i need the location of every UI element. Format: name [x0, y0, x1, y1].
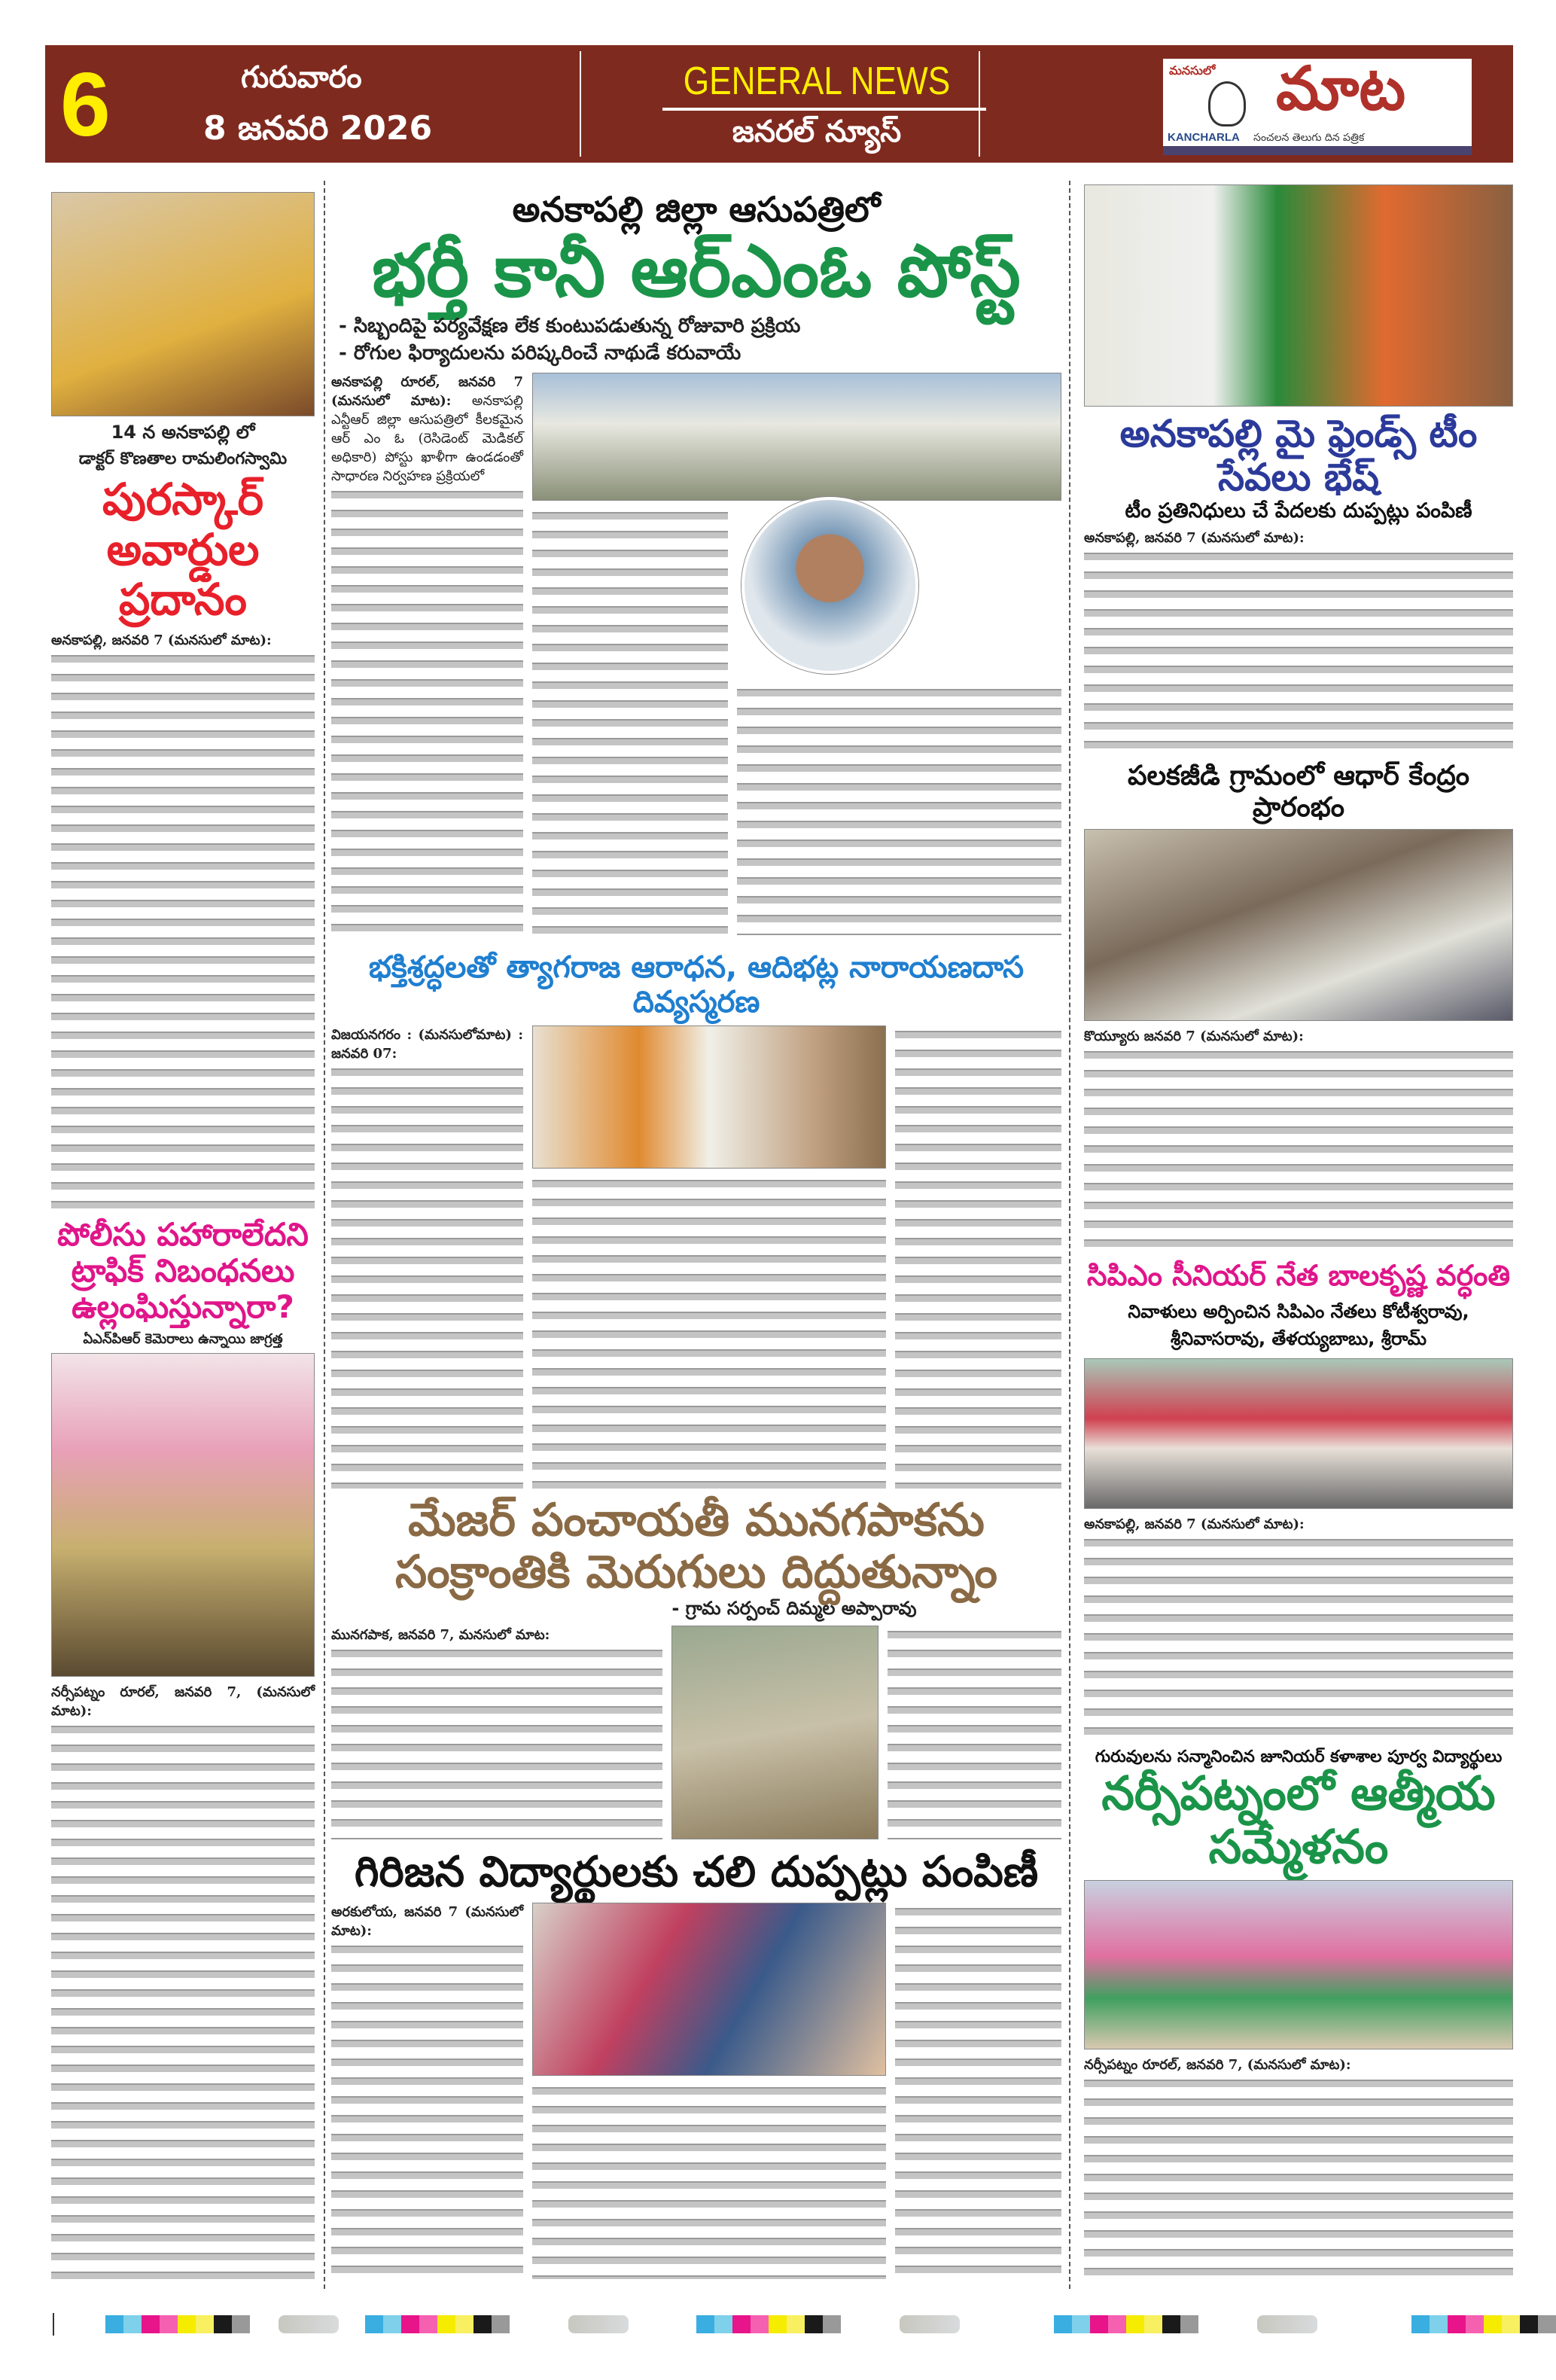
color-swatch [1430, 2315, 1448, 2333]
photo-blanket-distribution [532, 1903, 886, 2076]
aadhar-body-text [1084, 1046, 1513, 1253]
munagapaka-body-text [331, 1644, 662, 1839]
section-title-te: జనరల్ న్యూస్ [732, 114, 902, 149]
color-swatch [142, 2315, 160, 2333]
award-body-text [51, 650, 315, 1211]
rmo-bullet: - రోగుల ఫిర్యాదులను పరిష్కరించే నాథుడే కరువాయే [339, 342, 741, 365]
color-swatch [1054, 2315, 1072, 2333]
color-swatch [401, 2315, 419, 2333]
traffic-sub: ఏఎన్‌పిఆర్ కెమెరాలు ఉన్నాయి జాగ్రత్త [83, 1330, 283, 1347]
divider [662, 108, 986, 111]
color-swatch [1180, 2315, 1198, 2333]
photo-village-work [671, 1626, 878, 1839]
award-dateline: అనకాపల్లి, జనవరి 7 (మనసులో మాట): [51, 632, 272, 648]
color-swatch [1108, 2315, 1126, 2333]
traffic-body-text [51, 1720, 315, 2281]
photo-aadhar-centre [1084, 829, 1513, 1021]
photo-myfriends-team [1084, 184, 1513, 407]
column-divider [324, 181, 325, 2289]
award-headline: పురస్కార్ అవార్డుల ప్రదానం [102, 473, 264, 626]
myfriends-headline: అనకాపల్లి మై ఫ్రెండ్స్ టీం సేవలు భేష్ [1119, 412, 1478, 499]
photo-reunion-group [1084, 1880, 1513, 2049]
gray-swatch [1257, 2315, 1317, 2333]
color-swatch [769, 2315, 787, 2333]
color-swatch [365, 2315, 383, 2333]
color-swatch [105, 2315, 123, 2333]
color-swatch [383, 2315, 401, 2333]
rmo-body-text [532, 507, 728, 935]
photo-official-portrait [741, 497, 918, 674]
photo-cpm-tribute [1084, 1358, 1513, 1509]
color-swatch [419, 2315, 437, 2333]
color-swatch [1144, 2315, 1162, 2333]
munagapaka-article [331, 1495, 1061, 1839]
myfriends-dateline: అనకాపల్లి, జనవరి 7 (మనసులో మాట): [1084, 530, 1305, 547]
right-column [1084, 184, 1513, 2281]
award-kicker: 14 న అనకాపల్లి లో [111, 422, 255, 443]
color-swatch [805, 2315, 823, 2333]
photo-traffic-police [51, 1353, 315, 1677]
color-swatch [751, 2315, 769, 2333]
myfriends-sub: టీం ప్రతినిధులు చే పేదలకు దుప్పట్లు పంపిణీ [1125, 499, 1472, 523]
color-swatch [823, 2315, 841, 2333]
reunion-kicker: గురువులను సన్మానించిన జూనియర్ కళాశాల పూర్వ విద్యార్థులు [1095, 1747, 1503, 1766]
rmo-dateline: అనకాపల్లి రూరల్, జనవరి 7 (మనసులో మాట): [331, 374, 523, 410]
color-swatch [437, 2315, 455, 2333]
cpm-sub: నివాళులు అర్పించిన సిపిఎం నేతలు కోటీశ్వరావు, శ్రీనివాసరావు, తేళయ్యబాబు, శ్రీరామ్ [1128, 1301, 1469, 1350]
tyagaraja-article [331, 950, 1061, 1489]
divider [979, 51, 980, 157]
gray-swatch [279, 2315, 339, 2333]
gray-swatch [568, 2315, 629, 2333]
award-kicker: డాక్టర్ కొణతాల రామలింగస్వామి [78, 449, 288, 468]
section-title-en: GENERAL NEWS [683, 59, 951, 103]
rmo-body-text [737, 684, 1061, 935]
tyagaraja-body-text [895, 1025, 1061, 1489]
color-swatch [473, 2315, 492, 2333]
color-swatch [1126, 2315, 1144, 2333]
girijana-article [331, 1848, 1061, 2279]
munagapaka-headline: సంక్రాంతికి మెరుగులు దిద్దుతున్నాం [395, 1546, 997, 1598]
rmo-body-text [331, 486, 523, 935]
color-swatch [714, 2315, 732, 2333]
munagapaka-dateline: మునగపాక, జనవరి 7, మనసులో మాట: [331, 1626, 550, 1643]
color-swatch [178, 2315, 196, 2333]
column-divider [1069, 181, 1070, 2289]
traffic-headline: పోలీసు పహారాలేదని ట్రాఫిక్ నిబంధనలు ఉల్లంఘిస్తున్నారా? [57, 1215, 309, 1326]
myfriends-body-text [1084, 547, 1513, 754]
rmo-bullet: - సిబ్బందిపై పర్యవేక్షణ లేక కుంటుపడుతున్న రోజువారి ప్రక్రియ [339, 315, 801, 338]
color-swatch [1502, 2315, 1520, 2333]
gray-swatch [900, 2315, 960, 2333]
color-swatch [732, 2315, 751, 2333]
aadhar-dateline: కొయ్యూరు జనవరి 7 (మనసులో మాట): [1084, 1028, 1304, 1045]
tyagaraja-dateline: విజయనగరం : (మనసులోమాట) : జనవరి 07: [331, 1027, 523, 1062]
rmo-kicker: అనకాపల్లి జిల్లా ఆసుపత్రిలో [512, 189, 881, 230]
registration-mark [53, 2313, 68, 2336]
page-number: 6 [60, 54, 111, 155]
photo-hospital [532, 373, 1061, 501]
color-swatch [1520, 2315, 1538, 2333]
color-swatch [696, 2315, 714, 2333]
newspaper-logo [1163, 59, 1472, 155]
color-swatch [1411, 2315, 1430, 2333]
masthead [45, 45, 1513, 163]
logo-tagline: సంచలన తెలుగు దిన పత్రిక [1253, 132, 1365, 144]
rmo-body: అనకాపల్లి ఎన్టీఆర్ జిల్లా ఆసుపత్రిలో కీలకమైన ఆర్ ఎం ఓ (రెసిడెంట్ మెడికల్ అధికారి) పోస్టు ఖాళీగా ఉండడంతో సాధారణ నిర్వహణ ప్రక్రియలో [331, 393, 523, 485]
aadhar-headline: పలకజీడి గ్రామంలో ఆధార్ కేంద్రం ప్రారంభం [1127, 760, 1470, 823]
logo-name: మాట [1276, 59, 1406, 123]
logo-prefix: మనసులో [1169, 63, 1216, 78]
color-swatch [1538, 2315, 1556, 2333]
color-swatch [455, 2315, 473, 2333]
munagapaka-byline: - గ్రామ సర్పంచ్ దిమ్మల అప్పారావు [671, 1598, 917, 1619]
color-swatch [492, 2315, 510, 2333]
color-swatch [196, 2315, 214, 2333]
color-swatch [1090, 2315, 1108, 2333]
color-swatch [123, 2315, 142, 2333]
traffic-dateline: నర్సీపట్నం రూరల్, జనవరి 7, (మనసులో మాట): [51, 1684, 315, 1720]
divider [580, 51, 581, 157]
munagapaka-headline: మేజర్ పంచాయతీ మునగపాకను [408, 1494, 985, 1547]
color-swatch [214, 2315, 232, 2333]
girijana-headline: గిరిజన విద్యార్థులకు చలి దుప్పట్లు పంపిణీ [354, 1848, 1039, 1897]
cpm-headline: సిపిఎం సీనియర్ నేత బాలకృష్ణ వర్ధంతి [1086, 1258, 1511, 1292]
logo-brand: KANCHARLA [1168, 131, 1240, 144]
munagapaka-body-text [888, 1626, 1061, 1839]
date: 8 జనవరి 2026 [203, 109, 433, 148]
color-swatch [1448, 2315, 1466, 2333]
color-swatch [1162, 2315, 1180, 2333]
rmo-headline: భర్తీ కానీ ఆర్ఎంఓ పోస్ట్ [372, 228, 1021, 313]
rmo-article [331, 190, 1061, 935]
reunion-headline: నర్సీపట్నంలో ఆత్మీయ సమ్మేళనం [1101, 1766, 1496, 1875]
photo-award-speaker [51, 192, 315, 416]
color-swatch [232, 2315, 250, 2333]
reunion-dateline: నర్సీపట్నం రూరల్, జనవరి 7, (మనసులో మాట): [1084, 2056, 1351, 2073]
reunion-body-text [1084, 2074, 1513, 2281]
left-column [51, 192, 315, 2281]
photo-tyagaraja-event [532, 1025, 886, 1169]
color-swatch [160, 2315, 178, 2333]
day: గురువారం [241, 60, 362, 95]
color-swatch [1072, 2315, 1090, 2333]
tyagaraja-headline: భక్తిశ్రద్ధలతో త్యాగరాజ ఆరాధన, ఆదిభట్ల నారాయణదాస దివ్యస్మరణ [368, 950, 1025, 1019]
girijana-dateline: అరకులోయ, జనవరి 7 (మనసులో మాట): [331, 1904, 523, 1940]
portrait-icon [1208, 81, 1246, 126]
girijana-body-text [532, 2082, 886, 2279]
cpm-body-text [1084, 1534, 1513, 1741]
color-swatch [1466, 2315, 1484, 2333]
color-swatch [1484, 2315, 1502, 2333]
tyagaraja-body-text [331, 1063, 523, 1489]
girijana-body-text [895, 1903, 1061, 2279]
cpm-dateline: అనకాపల్లి, జనవరి 7 (మనసులో మాట): [1084, 1516, 1305, 1533]
tyagaraja-body-text [532, 1175, 886, 1489]
color-swatch [787, 2315, 805, 2333]
girijana-body-text [331, 1940, 523, 2279]
